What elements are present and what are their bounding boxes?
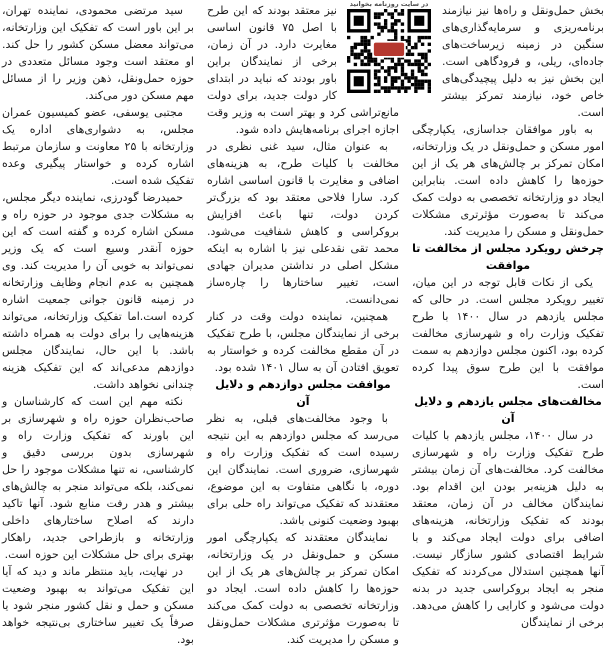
article-paragraph: در نهایت، باید منتظر ماند و دید که آیا این تفکیک می‌تواند به بهبود وضعیت مسکن و حمل و نقل کشور منجر شود یا صرفاً یک تغییر ساختاری بی‌نتیجه خواهد بود. bbox=[2, 565, 194, 646]
article-paragraph: نیز معتقد بودند که این طرح با اصل ۷۵ قانون اساسی مغایرت دارد. در آن زمان، برخی از نمایندگان براین باور بودند که نباید در ابتدای کار دولت جدید، برای دولت مانع‌تراشی کرد و بهتر است به وزیر وقت اجازه اجرای برنامه‌هایش داده شود. bbox=[207, 4, 399, 136]
article-column-left bbox=[2, 2, 194, 648]
article-column-middle bbox=[207, 2, 399, 648]
section-heading: موافقت مجلس دوازدهم و دلایل آن bbox=[215, 378, 391, 408]
article-paragraph: نکته مهم این است که کارشناسان و صاحب‌نظران حوزه راه و شهرسازی بر این باورند که تفکیک وزارت راه و شهرسازی بدون بررسی دقیق و کارشناسی، نه تنها مشکلات موجود را حل نمی‌کند، بلکه می‌تواند منجر به چالش‌های بیشتر و هدر رفت منابع شود. آنها تاکید دارند که اصلاح ساختارهای داخلی وزارتخانه و بازطراحی جدید، راهکار بهتری برای حل مشکلات این حوزه است. bbox=[2, 395, 194, 561]
article-paragraph: به باور موافقان جداسازی، یکپارچگی امور مسکن و حمل‌ونقل در یک وزارتخانه، امکان تمرکز بر چالش‌های هر یک از این حوزه‌ها را کاهش داده است. بنابراین ایجاد دو وزارتخانه تخصصی به دولت کمک می‌کند تا به‌صورت مؤثرتری مشکلات حمل‌ونقل و مسکن را مدیریت کند. bbox=[412, 123, 604, 238]
article-paragraph: حمیدرضا گودرزی، نماینده دیگر مجلس، به مشکلات جدی موجود در حوزه راه و مسکن اشاره کرده و گفته است که این حوزه آنقدر وسیع است که یک وزیر نمی‌تواند به خوبی آن را مدیریت کند. وی همچنین به عدم انجام وظایف وزارتخانه در زمینه قانون جوانی جمعیت اشاره کرده است.اما تفکیک وزارتخانه، می‌تواند هزینه‌هایی را برای دولت به همراه داشته باشد. با این حال، نمایندگان مجلس دوازدهم مدعی‌اند که این تفکیک هزینه چندانی نخواهد داشت. bbox=[2, 191, 194, 391]
article-paragraph: همچنین، نماینده دولت وقت در کنار برخی از نمایندگان مجلس، با طرح تفکیک در آن مقطع مخالفت کرده و خواستار به تعویق افتادن آن به سال ۱۴۰۱ شده بود. bbox=[207, 310, 399, 374]
article-paragraph: سید مرتضی محمودی، نماینده تهران، بر این باور است که تفکیک این وزارتخانه، می‌تواند معضل مسکن کشور را حل کند. او معتقد است وجود مسائل متعددی در حوزه حمل‌ونقل، ذهن وزیر را از مسائل مهم مسکن دور می‌کند. bbox=[2, 4, 194, 102]
article-column-right bbox=[412, 2, 604, 648]
article-paragraph: نمایندگان معتقدند که یکپارچگی امور مسکن و حمل‌ونقل در یک وزارتخانه، امکان تمرکز بر چالش‌های هر یک از این حوزه‌ها را کاهش داده است. ایجاد دو وزارتخانه تخصصی به دولت کمک می‌کند تا به‌صورت مؤثرتری مشکلات حمل‌ونقل و مسکن را مدیریت کند. bbox=[207, 531, 399, 646]
qr-caption: در سایت روزنامه بخوانید bbox=[349, 0, 429, 8]
article-paragraph: در سال ۱۴۰۰، مجلس یازدهم با کلیات طرح تفکیک وزارت راه و شهرسازی مخالفت کرد. مخالفت‌های آن زمان بیشتر به دلیل هزینه‌بر بودن این اقدام بود. نمایندگان مخالف در آن زمان، معتقد بودند که تفکیک وزارتخانه، هزینه‌های اضافی برای دولت ایجاد می‌کند و با شرایط اقتصادی کشور سازگار نیست. آنها همچنین استدلال می‌کردند که تفکیک منجر به ایجاد بروکراسی جدید در بدنه دولت می‌شود و کارایی را کاهش می‌دهد. برخی از نمایندگان bbox=[412, 429, 604, 629]
article-paragraph: با وجود مخالفت‌های قبلی، به نظر می‌رسد که مجلس دوازدهم به این نتیجه رسیده است که تفکیک وزارت راه و شهرسازی، ضروری است. نمایندگان این دوره، با نگاهی متفاوت به این موضوع، معتقدند که تفکیک می‌تواند راه حلی برای بهبود وضعیت کنونی باشد. bbox=[207, 412, 399, 527]
article-paragraph: به عنوان مثال، سید غنی نظری در مخالفت با کلیات طرح، به هزینه‌های اضافی و مغایرت با قانون اساسی اشاره کرد. سارا فلاحی معتقد بود که بزرگ‌تر کردن دولت، تنها باعث افزایش بروکراسی و کاهش شفافیت می‌شود. محمد تقی نقدعلی نیز با اشاره به اینکه مشکل اصلی در نداشتن مدیران جهادی است، تغییر ساختارها را چاره‌ساز نمی‌دانست. bbox=[207, 140, 399, 306]
qr-block bbox=[341, 0, 437, 93]
article-paragraph: مجتبی یوسفی، عضو کمیسیون عمران مجلس، به دشواری‌های اداره یک وزارتخانه با ۲۵ معاونت و سازمان مرتبط اشاره کرده و خواستار پیگیری وعده تفکیک شده است. bbox=[2, 106, 194, 187]
qr-center-logo bbox=[374, 43, 404, 56]
article-paragraph: یکی از نکات قابل توجه در این میان، تغییر رویکرد مجلس است. در حالی که مجلس یازدهم در سال ۱۴۰۰ با طرح تفکیک وزارت راه و شهرسازی مخالفت کرده بود، اکنون مجلس دوازدهم به سمت موافقت با این طرح سوق پیدا کرده است. bbox=[412, 276, 604, 391]
section-heading: چرخش رویکرد مجلس از مخالفت تا موافقت bbox=[412, 242, 604, 272]
qr-code bbox=[346, 9, 432, 93]
section-heading: مخالفت‌های مجلس یازدهم و دلایل آن bbox=[414, 395, 602, 425]
article-paragraph: بخش حمل‌ونقل و راه‌ها نیز نیازمند برنامه‌ریزی و سرمایه‌گذاری‌های سنگین در زمینه زیرساخت‌های جاده‌ای، ریلی، و فرودگاهی است. این بخش نیز به دلیل پیچیدگی‌های خاص خود، نیازمند تمرکز بیشتر است. bbox=[442, 4, 604, 119]
